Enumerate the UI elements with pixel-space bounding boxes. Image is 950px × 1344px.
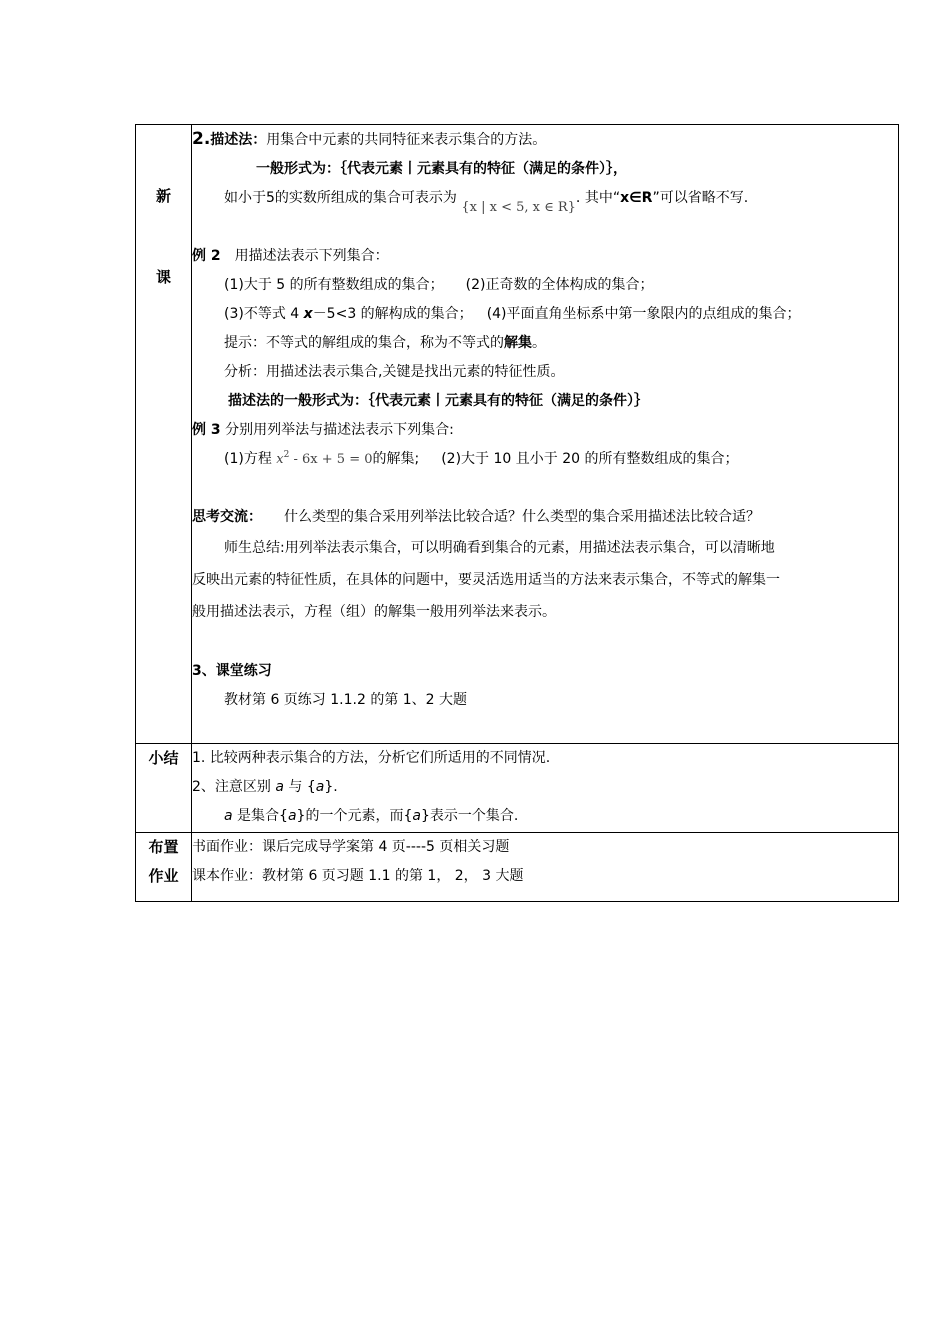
summary-paragraph-line-3: 般用描述法表示，方程（组）的解集一般用列举法来表示。 (192, 604, 556, 620)
practice-title: 3、课堂练习 (192, 663, 272, 679)
summary-label-cell (136, 744, 192, 833)
example-3-heading (192, 416, 898, 445)
new-lesson-row (136, 125, 899, 744)
hint-bold-term: 解集 (504, 335, 532, 351)
example-text-c: ”可以省略不写. (652, 190, 749, 206)
heading-number: 2. (192, 129, 211, 149)
example-2-item-4: (4)平面直角坐标系中第一象限内的点组成的集合； (486, 306, 801, 322)
summary-row (136, 744, 899, 833)
summary-line-1: 1. 比较两种表示集合的方法，分析它们所适用的不同情况. (192, 750, 551, 766)
homework-label-2: 作业 (148, 867, 179, 885)
homework-row (136, 833, 899, 902)
example-2-item-1: (1)大于 5 的所有整数组成的集合； (224, 277, 444, 293)
example-2-item-2: (2)正奇数的全体构成的集合； (465, 277, 654, 293)
example-2-items-row-1 (192, 271, 898, 300)
hint-text: 提示：不等式的解组成的集合，称为不等式的 (224, 335, 504, 351)
homework-textbook: 课本作业：教材第 6 页习题 1.1 的第 1， 2， 3 大题 (192, 868, 524, 884)
summary-label: 小结 (148, 749, 179, 767)
example-3-text: 分别用列举法与描述法表示下列集合: (225, 422, 454, 438)
homework-label-1: 布置 (148, 838, 179, 856)
summary-paragraph-line-2: 反映出元素的特征性质，在具体的问题中，要灵活选用适当的方法来表示集合，不等式的解集一 (192, 572, 780, 588)
example-3-items-row (192, 445, 898, 474)
example-2-heading (192, 242, 898, 271)
new-lesson-label-char-1: 新 (155, 187, 171, 205)
example-2-item-3-a: (3)不等式 4 (224, 306, 300, 322)
example-set-line (192, 184, 898, 213)
practice-text: 教材第 6 页练习 1.1.2 的第 1、2 大题 (224, 692, 468, 708)
summary-line-2: 2、注意区别 a 与 {a}. (192, 779, 338, 795)
example-dot: . (575, 190, 581, 206)
summary-content-cell (192, 744, 899, 833)
homework-label-cell (136, 833, 192, 902)
example-x-in-r: x∈R (620, 190, 653, 206)
example-2-label: 例 2 (192, 248, 221, 264)
heading-title: 描述法： (210, 132, 267, 148)
example-text-b: 其中“ (584, 190, 621, 206)
think-discuss-line (192, 503, 898, 532)
hint-end: 。 (532, 335, 546, 351)
homework-written: 书面作业：课后完成导学案第 4 页----5 页相关习题 (192, 839, 510, 855)
hint-line (192, 329, 898, 358)
example-3-item-1-b: 的解集; (372, 451, 420, 467)
general-form-line-2: 描述法的一般形式为：｛代表元素丨元素具有的特征（满足的条件）｝ (228, 393, 648, 409)
example-2-item-3-b: －5<3 的解构成的集合； (312, 306, 473, 322)
example-set-notation: {x | x < 5, x ∈ R} (461, 200, 576, 215)
general-form-line: 一般形式为：｛代表元素丨元素具有的特征（满足的条件）｝， (256, 161, 627, 177)
summary-line-3: a 是集合{a}的一个元素，而{a}表示一个集合. (224, 808, 519, 824)
new-lesson-label-cell (136, 125, 192, 744)
example-2-items-row-2 (192, 300, 898, 329)
example-3-item-2: (2)大于 10 且小于 20 的所有整数组成的集合； (441, 451, 739, 467)
think-label: 思考交流： (192, 509, 262, 525)
homework-content-cell (192, 833, 899, 902)
descriptive-method-heading (192, 125, 898, 155)
heading-text: 用集合中元素的共同特征来表示集合的方法。 (266, 132, 547, 148)
think-text: 什么类型的集合采用列举法比较合适？什么类型的集合采用描述法比较合适？ (284, 509, 760, 525)
example-3-equation: $x^2 - 6x + 5 = 0$ (276, 450, 373, 467)
example-2-item-3-var: x (303, 306, 313, 322)
new-lesson-label-char-2: 课 (155, 268, 171, 286)
example-3-item-1-a: (1)方程 (224, 451, 272, 467)
example-3-label: 例 3 (192, 422, 221, 438)
lesson-plan-table (135, 124, 899, 902)
summary-paragraph-line-1: 师生总结:用列举法表示集合，可以明确看到集合的元素，用描述法表示集合，可以清晰地 (224, 540, 775, 556)
new-lesson-content-cell (192, 125, 899, 744)
example-2-text: 用描述法表示下列集合： (234, 248, 389, 264)
example-text-a: 如小于5的实数所组成的集合可表示为 (224, 190, 457, 206)
analysis-line: 分析：用描述法表示集合,关键是找出元素的特征性质。 (224, 364, 565, 380)
